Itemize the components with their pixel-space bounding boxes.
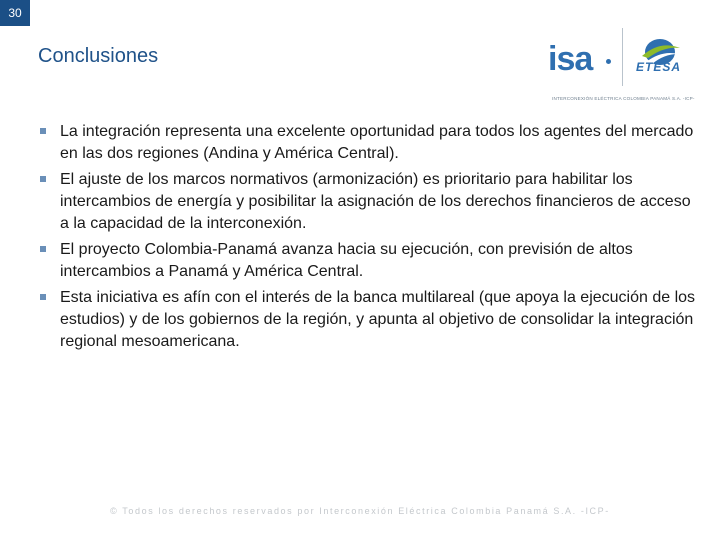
conclusions-list [38,121,698,357]
bullet-square-icon [40,176,46,182]
etesa-globe-icon [634,32,686,84]
page-number: 30 [0,0,30,26]
bullet-square-icon [40,246,46,252]
copyright-footer: © Todos los derechos reservados por Interconexión Eléctrica Colombia Panamá S.A. -ICP- [110,506,610,516]
logo-caption: INTERCONEXIÓN ELÉCTRICA COLOMBIA PANAMÁ S.A. -ICP- [552,96,695,101]
logo-area [540,22,700,108]
bullet-square-icon [40,294,46,300]
bullet-text: La integración representa una excelente oportunidad para todos los agentes del mercado en las dos regiones (Andina y América Central). [60,123,694,162]
bullet-text: El proyecto Colombia-Panamá avanza hacia su ejecución, con previsión de altos intercambios a Panamá y América Central. [60,241,633,280]
bullet-square-icon [40,128,46,134]
bullet-text: Esta iniciativa es afín con el interés de la banca multilareal (que apoya la ejecución de los estudios) y de los gobiernos de la región, y apunta al objetivo de consolidar la integración regional mesoamericana. [60,289,696,350]
isa-logo-dot [606,59,611,64]
logo-divider [622,28,623,86]
etesa-logo: ETESA [636,60,682,74]
bullet-item [38,287,698,353]
slide-title: Conclusiones [38,45,159,67]
bullet-item [38,169,698,235]
bullet-item [38,121,698,165]
isa-logo: isa [548,40,593,78]
bullet-text: El ajuste de los marcos normativos (armonización) es prioritario para habilitar los intercambios de energía y posibilitar la asignación de los derechos financieros de acceso a la capacidad de la interconexión. [60,171,691,232]
bullet-item [38,239,698,283]
